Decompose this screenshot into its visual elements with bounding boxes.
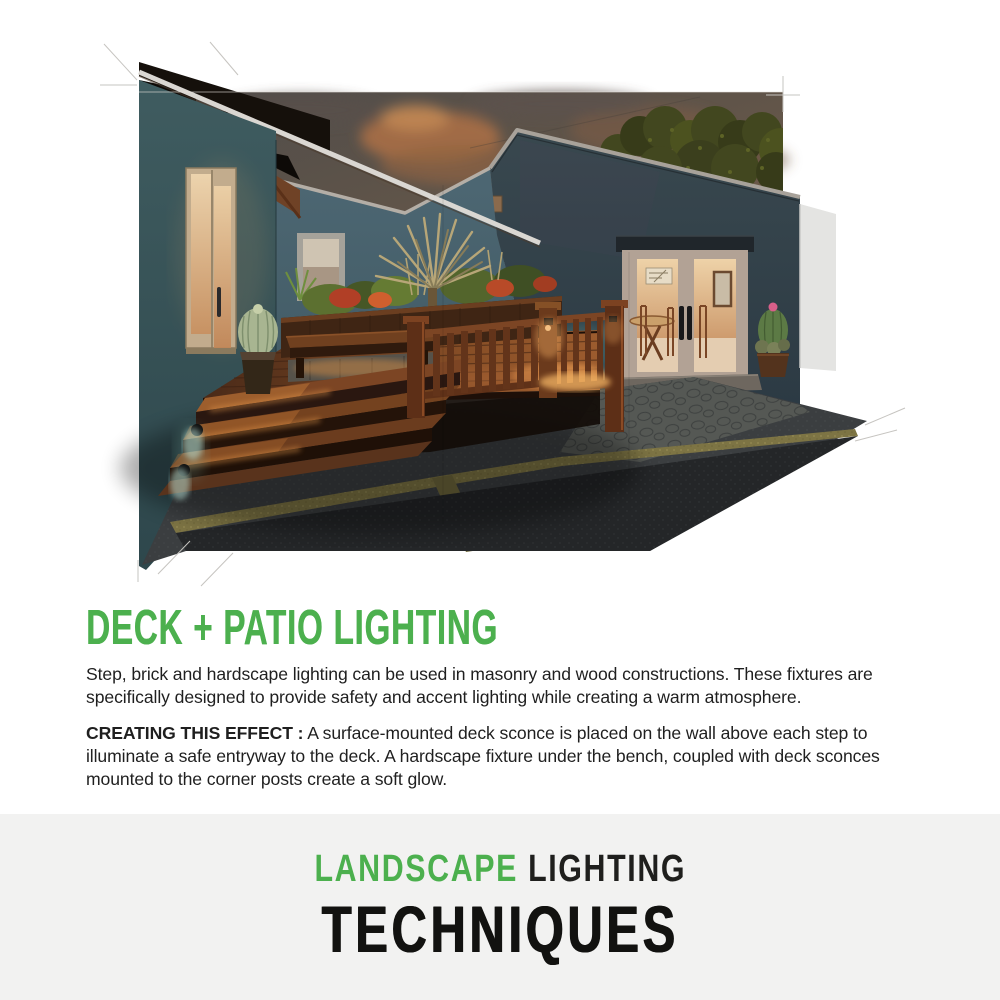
door-handle: [217, 287, 221, 317]
middle-window: [297, 233, 345, 301]
gravel-strip-cross: [432, 475, 486, 552]
entry-door: [186, 168, 236, 354]
patio-ground: [120, 377, 867, 565]
series-title: TECHNIQUES: [321, 892, 679, 966]
planter-plants: [286, 250, 557, 316]
dusk-sky: [139, 91, 790, 262]
tree: [600, 106, 803, 192]
planter-box: [281, 214, 562, 358]
hardscape-light-glow: [294, 359, 426, 377]
potted-cactus-right: [755, 303, 790, 378]
effect-label: CREATING THIS EFFECT :: [86, 723, 304, 743]
intro-paragraph: Step, brick and hardscape lighting can be used in masonry and wood constructions. These fixtures are specifically designed to provide safety and accent lighting while creating a warm atmosphere.: [86, 664, 873, 707]
copy-block: [86, 601, 932, 791]
door-threshold: [604, 374, 762, 394]
dining-room-interior: [630, 268, 736, 372]
door-glass-right: [694, 259, 736, 372]
small-lit-window: [491, 196, 502, 212]
left-roof: [139, 62, 540, 247]
right-house: [490, 130, 800, 430]
crop-marks: [100, 42, 905, 586]
effect-text: A surface-mounted deck sconce is placed on the wall above each step to illuminate a safe entryway to the deck. A hardscape fixture under the bench, coupled with deck sconces mounted to the corner posts create a soft glow.: [86, 723, 880, 789]
door-glass-left: [637, 259, 678, 372]
yucca-plant: [376, 214, 490, 314]
door-handles: [679, 306, 692, 340]
railing-posts: [403, 300, 628, 432]
balusters: [433, 325, 538, 396]
step-sconce-upper: [191, 424, 203, 436]
picture-frame: [714, 272, 731, 306]
bench: [286, 329, 436, 382]
gravel-strip: [170, 429, 858, 533]
effect-paragraph: [86, 722, 932, 791]
deck: [203, 330, 608, 462]
page-title-text: DECK + PATIO LIGHTING: [86, 601, 498, 655]
brand-secondary: LIGHTING: [527, 848, 686, 890]
middle-house: [276, 168, 614, 398]
stone-paving: [560, 377, 810, 462]
wall-sign: [646, 268, 672, 284]
brand-primary: LANDSCAPE: [314, 848, 518, 890]
page-title: [86, 601, 932, 655]
brand-line: [0, 848, 1000, 891]
deck-railing: [403, 300, 628, 432]
left-house: [139, 80, 276, 570]
panel-seams: [443, 185, 629, 525]
deck-steps: [158, 358, 470, 496]
card-side-band: [800, 204, 836, 371]
post-sconce: [535, 316, 623, 358]
potted-cactus-left: [238, 304, 278, 394]
french-doors: [604, 236, 762, 394]
footer-banner: [0, 814, 1000, 1000]
step-sconce-lower: [178, 464, 190, 476]
step-sconces: [170, 424, 207, 500]
